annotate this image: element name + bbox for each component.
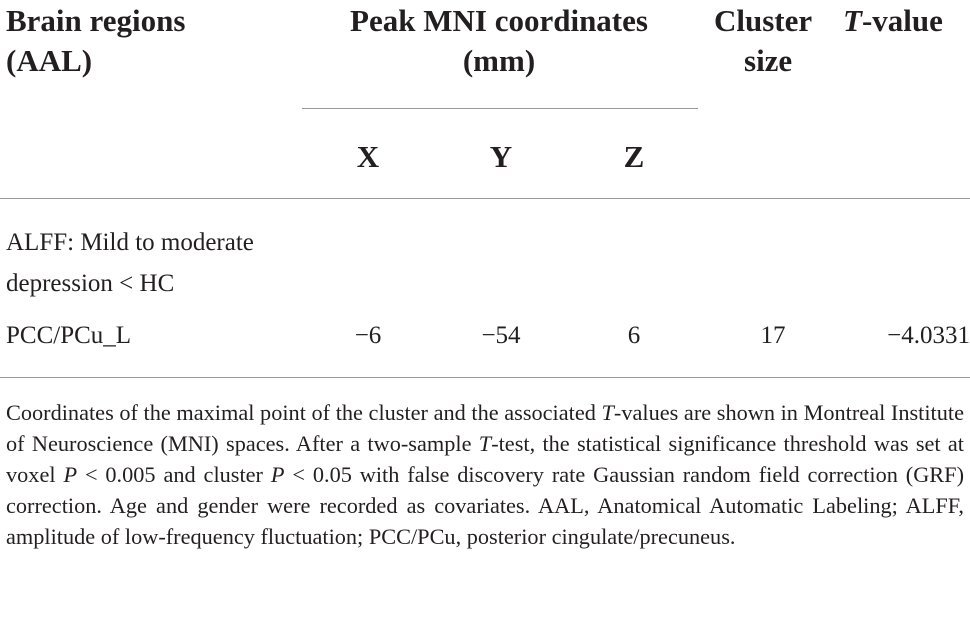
header-bottom-rule (0, 198, 970, 199)
footnote-t-symbol-2: T (478, 431, 492, 456)
cell-y: −54 (481, 322, 521, 349)
footnote-p-symbol-2: P (270, 462, 285, 487)
footnote-t-symbol-1: T (601, 400, 614, 425)
header-coord-z: Z (623, 139, 645, 174)
footnote-text-3: -test, the statistical significance threshold was set at voxel (6, 431, 965, 487)
footnote-p-symbol-1: P (63, 462, 78, 487)
header-coord-x: X (356, 139, 380, 174)
header-t-value (843, 1, 943, 41)
cell-z: 6 (627, 322, 641, 349)
header-brain-regions (6, 1, 185, 81)
header-brain-regions-line1: Brain regions (6, 3, 186, 38)
mni-subheader-rule (302, 108, 698, 109)
section-label-line2: depression < HC (6, 270, 175, 297)
cell-region: PCC/PCu_L (6, 322, 132, 349)
header-peak-mni-line1: Peak MNI coordinates (350, 3, 648, 38)
section-label-line1: ALFF: Mild to moderate (6, 229, 254, 256)
header-peak-mni (300, 1, 698, 81)
header-cluster-size (714, 1, 812, 81)
cell-x: −6 (354, 322, 382, 349)
header-t-rest: -value (861, 3, 943, 38)
header-peak-mni-line2: (mm) (462, 43, 536, 78)
header-cluster-line1: Cluster (714, 3, 813, 38)
footnote-text-4: < 0.005 and cluster (77, 462, 271, 487)
header-coord-y: Y (489, 139, 513, 174)
header-brain-regions-line2: (AAL) (6, 43, 93, 78)
cell-cluster-size: 17 (760, 322, 786, 349)
footnote-text-1: Coordinates of the maximal point of the cluster and the associated (6, 400, 602, 425)
table-footnote (6, 397, 964, 552)
footnote-text-2: -values are shown in Montreal Institute of Neuroscience (MNI) spaces. After a two-sample (6, 400, 964, 456)
table-bottom-rule (0, 377, 970, 378)
header-cluster-line2: size (744, 43, 793, 78)
header-t-italic: T (843, 3, 862, 38)
cell-t-value: −4.0331 (887, 322, 970, 349)
section-label (6, 226, 254, 301)
footnote-text-5: < 0.05 with false discovery rate Gaussian random field correction (GRF) correction. Age and gender were recorded as covariates. AAL, Anatomical Automatic Labeling; ALFF, amplitude of low-frequency fluctuation; PCC/PCu, posterior cingulate/precuneus. (6, 462, 964, 549)
